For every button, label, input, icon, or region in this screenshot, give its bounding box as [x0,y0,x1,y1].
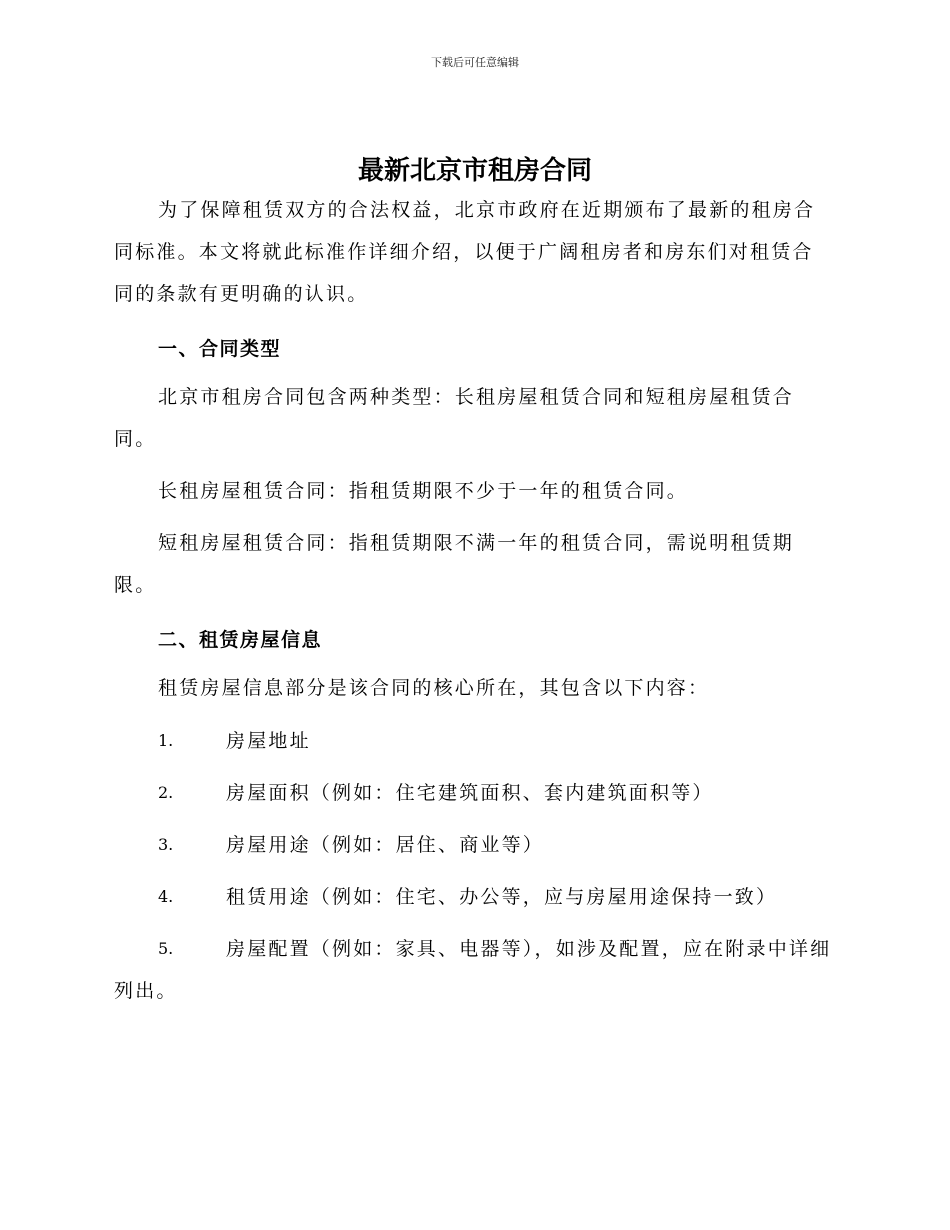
list-item-text: 租赁用途（例如：住宅、办公等，应与房屋用途保持一致） [226,886,778,908]
list-item-number: 3. [158,835,174,854]
paragraph-contract-types: 北京市租房合同包含两种类型：长租房屋租赁合同和短租房屋租赁合同。 [114,386,795,450]
section-heading-property-info: 二、租赁房屋信息 [158,629,323,651]
intro-paragraph: 为了保障租赁双方的合法权益，北京市政府在近期颁布了最新的租房合同标准。本文将就此标准作详细介绍，以便于广阔租房者和房东们对租赁合同的条款有更明确的认识。 [114,199,816,305]
section-heading-contract-types: 一、合同类型 [158,338,282,360]
list-item [114,772,834,814]
list-item-text: 房屋用途（例如：居住、商业等） [226,834,545,856]
document-title: 最新北京市租房合同 [357,156,592,186]
list-item [114,876,834,918]
list-item-number: 2. [158,783,174,802]
list-item-number: 5. [158,939,174,958]
paragraph-short-term: 短租房屋租赁合同：指租赁期限不满一年的租赁合同，需说明租赁期限。 [114,532,795,596]
list-item [114,824,834,866]
list-item [114,928,834,1012]
list-item [114,720,834,762]
paragraph-long-term: 长租房屋租赁合同：指租赁期限不少于一年的租赁合同。 [158,480,689,502]
list-item-text: 房屋地址 [226,730,311,752]
list-item-number: 4. [158,887,174,906]
paragraph-property-info: 租赁房屋信息部分是该合同的核心所在，其包含以下内容： [158,677,710,699]
list-item-text: 房屋面积（例如：住宅建筑面积、套内建筑面积等） [226,782,714,804]
list-item-text: 房屋配置（例如：家具、电器等），如涉及配置，应在附录中详细列出。 [114,938,832,1002]
list-item-number: 1. [158,731,174,750]
header-note: 下载后可任意编辑 [431,56,519,69]
